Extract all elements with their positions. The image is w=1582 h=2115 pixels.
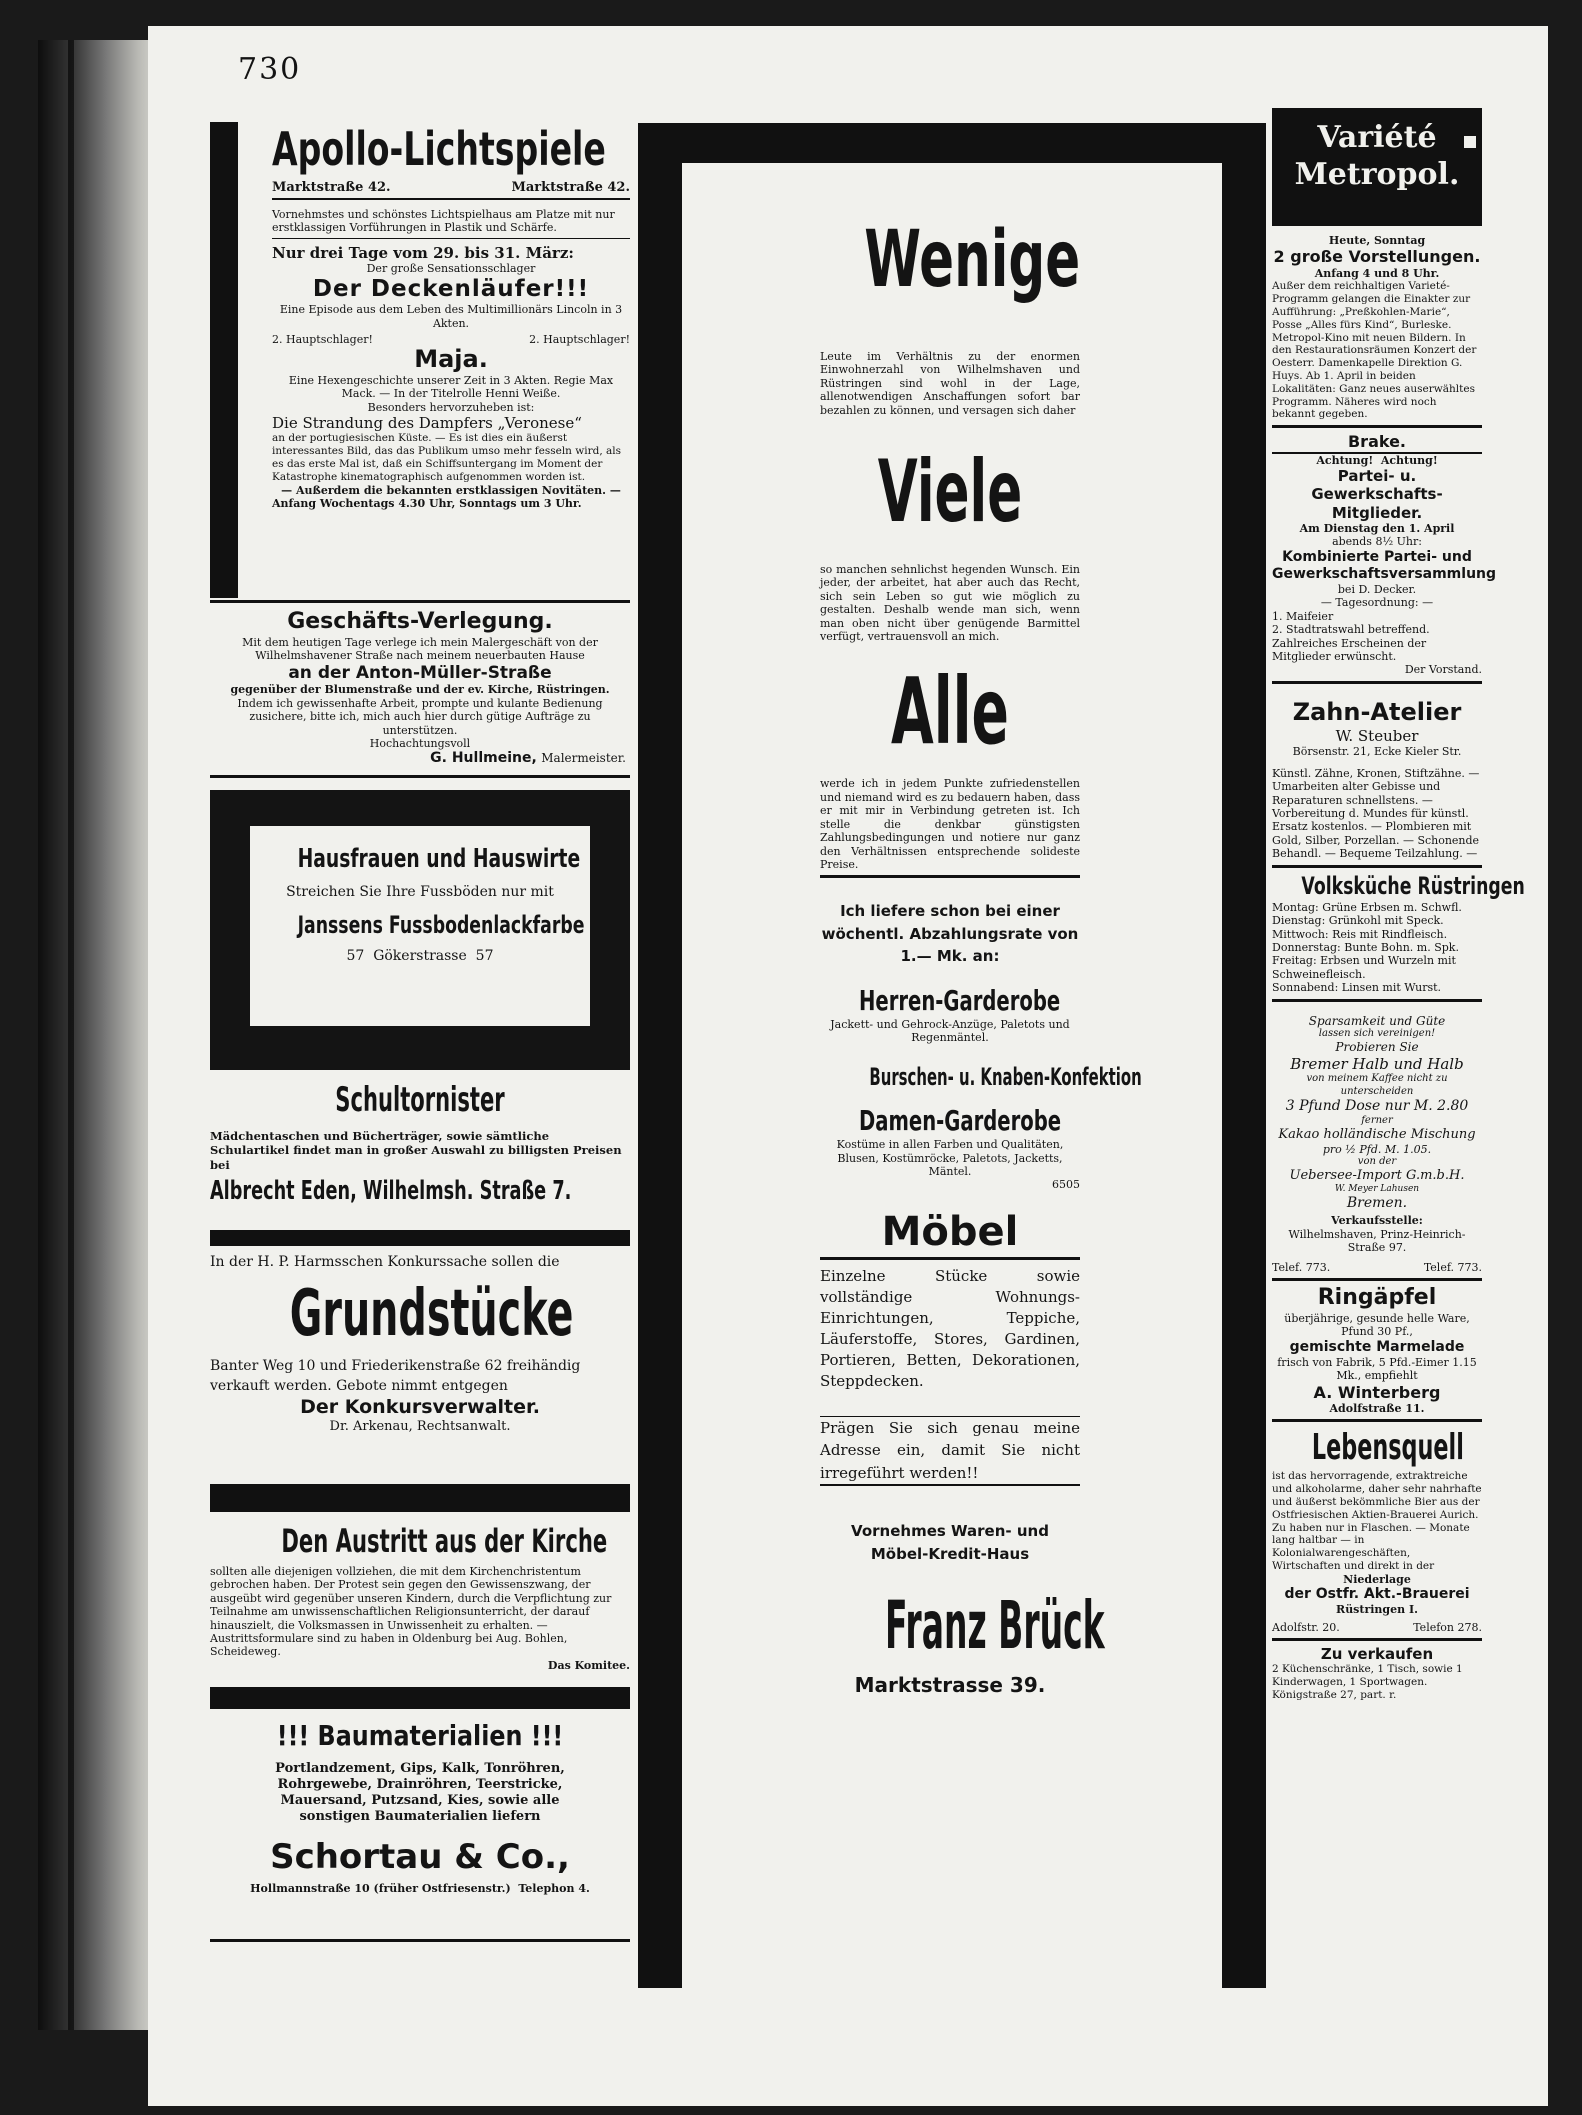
variete-text: Außer dem reichhaltigen Varieté-Programm gelangen die Einakter zur Aufführung: „Preßkohlen-Marie“, Posse „Alles fürs Kind“, Burleske. Metropol-Kino mit neuen Bildern. In den Restaurationsräumen Konzert der Oesterr. Damenkapelle Direktion G. Huys. Ab 1. April in beiden Lokalitäten: Ganz neues auserwähltes Programm. Näheres wird noch bekannt gegeben. xyxy=(1272,280,1477,421)
tornister-shop: Albrecht Eden, Wilhelmsh. Straße 7. xyxy=(210,1175,572,1206)
leben-addr-left: Adolfstr. 20. xyxy=(1272,1620,1340,1634)
brake-place: Brake. xyxy=(1272,432,1482,454)
book-binding xyxy=(38,40,163,2030)
brueck-p5: Jackett- und Gehrock-Anzüge, Paletots und Regenmäntel. xyxy=(830,1017,1070,1045)
brake-sign: Der Vorstand. xyxy=(1404,663,1482,677)
volk-title: Volksküche Rüstringen xyxy=(1301,871,1525,900)
apollo-ad xyxy=(210,118,630,603)
grund-intro: In der H. P. Harmsschen Konkurssache sollen die xyxy=(210,1254,560,1270)
brueck-ad xyxy=(820,210,1142,1698)
brueck-p6: Kostüme in allen Farben und Qualitäten, Blusen, Kostümröcke, Paletots, Jacketts, Mäntel. xyxy=(836,1138,1064,1179)
brake-meeting: Kombinierte Partei- und Gewerkschaftsversammlung xyxy=(1272,548,1497,582)
right-column xyxy=(1272,108,1525,1702)
page-number: 730 xyxy=(238,52,302,87)
left-column xyxy=(210,118,630,1942)
volk-menu-item: Montag: Grüne Erbsen m. Schwfl. xyxy=(1272,900,1462,914)
variete-today: Heute, Sonntag xyxy=(1328,234,1426,247)
kirche-title: Den Austritt aus der Kirche xyxy=(281,1522,608,1560)
volk-menu-item: Mittwoch: Reis mit Rindfleisch. xyxy=(1272,927,1448,941)
moving-text3: Indem ich gewissenhafte Arbeit, prompte und kulante Bedienung zusichere, bitte ich, mich auch hier durch gütige Aufträge zu unterstützen. xyxy=(237,696,603,737)
apollo-film2-desc: Eine Hexengeschichte unserer Zeit in 3 Akten. Regie Max Mack. — In der Titelrolle Henni Weiße. xyxy=(288,373,614,401)
brueck-p2: so manchen sehnlichst hegenden Wunsch. Ein jeder, der arbeitet, hat aber auch das Recht, sich sein Leben so gut wie möglich zu gestalten. Deshalb wende man sich, wenn man oben nicht über genügende Barmittel verfügt, vertrauensvoll an mich. xyxy=(820,563,1080,644)
moving-ad xyxy=(210,603,630,778)
brueck-h7: Möbel xyxy=(820,1208,1080,1260)
zahn-name: W. Steuber xyxy=(1335,726,1419,745)
kaffee-line: Uebersee-Import G.m.b.H. xyxy=(1289,1168,1465,1184)
brake-time: abends 8½ Uhr: xyxy=(1332,535,1422,549)
volk-menu-item: Dienstag: Grünkohl mit Speck. xyxy=(1272,914,1444,928)
kaffee-ad xyxy=(1272,1002,1482,1281)
apollo-intro: Vornehmstes und schönstes Lichtspielhaus am Platze mit nur erstklassigen Vorführungen in Plastik und Schärfe. xyxy=(272,208,630,239)
apollo-addr-right: Marktstraße 42. xyxy=(511,180,630,195)
leben-ad xyxy=(1272,1422,1482,1641)
hausfrauen-product: Janssens Fussbodenlackfarbe xyxy=(297,910,585,939)
variete-header xyxy=(1272,108,1482,226)
brake-title: Partei- u. Gewerkschafts-Mitglieder. xyxy=(1311,467,1443,522)
leben-title: Lebensquell xyxy=(1311,1427,1464,1469)
apollo-highlight: Besonders hervorzuheben ist: xyxy=(367,400,535,414)
tornister-text: Mädchentaschen und Bücherträger, sowie sämtliche Schulartikel findet man in großer Auswahl zu billigsten Preisen bei xyxy=(210,1129,622,1172)
hausfrauen-title: Hausfrauen und Hauswirte xyxy=(297,844,581,874)
brake-agenda: — Tagesordnung: — xyxy=(1320,596,1434,610)
brueck-p7: Einzelne Stücke sowie vollständige Wohnungs-Einrichtungen, Teppiche, Läuferstoffe, Stores, Gardinen, Portieren, Betten, Dekorationen, Steppdecken. xyxy=(820,1266,1080,1390)
hausfrauen-text: Streichen Sie Ihre Fussböden nur mit xyxy=(286,883,554,900)
bau-text: Portlandzement, Gips, Kalk, Tonröhren, Rohrgewebe, Drainröhren, Teerstricke, Mauersand, Putzsand, Kies, sowie alle sonstigen Baumaterialien liefern xyxy=(275,1761,565,1824)
apollo-hit-left: 2. Hauptschlager! xyxy=(272,333,373,347)
brueck-h6: Damen-Garderobe xyxy=(859,1104,1062,1138)
brueck-h3: Alle xyxy=(890,658,1009,766)
moving-role: Malermeister. xyxy=(541,751,626,766)
variete-start: Anfang 4 und 8 Uhr. xyxy=(1314,266,1440,280)
grund-admin: Der Konkursverwalter. xyxy=(300,1396,540,1419)
grund-ad xyxy=(210,1246,630,1512)
brueck-addr: Marktstrasse 39. xyxy=(854,1673,1046,1698)
ring-name: A. Winterberg xyxy=(1313,1382,1441,1402)
apollo-film1-desc: Eine Episode aus dem Leben des Multimillionärs Lincoln in 3 Akten. xyxy=(279,303,623,330)
kirche-sign: Das Komitee. xyxy=(547,1658,630,1672)
kaffee-line: ferner xyxy=(1361,1114,1393,1126)
apollo-times: Anfang Wochentags 4.30 Uhr, Sonntags um 3 Uhr. xyxy=(272,497,582,511)
brueck-name: Franz Brück xyxy=(885,1587,1105,1665)
hausfrauen-addr: 57 Gökerstrasse 57 xyxy=(346,948,494,965)
brake-host: bei D. Decker. xyxy=(1337,582,1417,596)
leben-depot: Niederlage xyxy=(1343,1572,1411,1586)
bau-ad xyxy=(210,1709,630,1942)
verkauf-text: 2 Küchenschränke, 1 Tisch, sowie 1 Kinderwagen, 1 Sportwagen. Königstraße 27, part. r. xyxy=(1272,1663,1463,1701)
brake-attention: Achtung! Achtung! xyxy=(1316,453,1438,467)
ring-ad xyxy=(1272,1281,1482,1422)
brueck-ref: 6505 xyxy=(1052,1178,1080,1192)
zahn-text: Künstl. Zähne, Kronen, Stiftzähne. — Umarbeiten alter Gebisse und Reparaturen schnellstens. — Vorbereitung d. Mundes für künstl. Ersatz kostenlos. — Plombieren mit Gold, Silber, Porzellan. — Schonende Behandl. — Bequeme Teilzahlung. — xyxy=(1272,766,1480,861)
brake-note: Zahlreiches Erscheinen der Mitglieder erwünscht. xyxy=(1272,636,1427,663)
bau-firm: Schortau & Co., xyxy=(270,1836,570,1877)
leben-text: ist das hervorragende, extraktreiche und alkoholarme, daher sehr nahrhafte und äußerst bekömmliche Bier aus der Ostfriesischen Aktien-Brauerei Aurich. Zu haben nur in Flaschen. — Monate lang haltbar — in Kolonialwarengeschäften, Wirtschaften und direkt in der xyxy=(1272,1470,1482,1572)
brake-item1: 1. Maifeier xyxy=(1272,609,1334,623)
tornister-title: Schultornister xyxy=(335,1080,505,1120)
moving-regards: Hochachtungsvoll xyxy=(369,737,471,750)
moving-name: G. Hullmeine, xyxy=(430,750,537,767)
brueck-p1: Leute im Verhältnis zu der enormen Einwohnerzahl von Wilhelmshaven und Rüstringen sind wohl in der Lage, allenotwendigen Anschaffungen sofort bar bezahlen zu können, und versagen sich daher xyxy=(820,350,1080,417)
bau-addr: Hollmannstraße 10 (früher Ostfriesenstr.) Telephon 4. xyxy=(250,1882,590,1896)
zahn-addr: Börsenstr. 21, Ecke Kieler Str. xyxy=(1292,745,1462,759)
brake-ad xyxy=(1272,428,1497,684)
variete-title1: Variété xyxy=(1317,120,1437,155)
kaffee-line: Sparsamkeit und Güte xyxy=(1308,1013,1446,1028)
volk-ad xyxy=(1272,868,1525,1002)
apollo-film3: Die Strandung des Dampfers „Veronese“ xyxy=(272,414,582,433)
brake-item2: 2. Stadtratswahl betreffend. xyxy=(1272,623,1430,637)
leben-city: Rüstringen I. xyxy=(1336,1603,1418,1617)
kaffee-tel-left: Telef. 773. xyxy=(1272,1260,1331,1274)
apollo-film3-desc: an der portugiesischen Küste. — Es ist dies ein äußerst interessantes Bild, das das Publikum umso mehr fesseln wird, als es das erste Mal ist, daß ein Schiffsuntergang im Moment der Katastrophe kinematographisch aufgenommen worden ist. xyxy=(272,432,622,483)
kaffee-tel-right: Telef. 773. xyxy=(1423,1260,1482,1274)
kaffee-line: Kakao holländische Mischung xyxy=(1278,1127,1476,1143)
volk-menu-item: Freitag: Erbsen und Wurzeln mit Schweinefleisch. xyxy=(1272,954,1456,981)
ring-title: Ringäpfel xyxy=(1317,1285,1437,1310)
kaffee-sale-label: Verkaufsstelle: xyxy=(1331,1214,1423,1228)
moving-text1: Mit dem heutigen Tage verlege ich mein Malergeschäft von der Wilhelmshavener Straße nach meinem neuerbauten Hause xyxy=(242,635,598,663)
apollo-title: Apollo-Lichtspiele xyxy=(272,122,606,176)
apollo-sensation: Der große Sensationsschlager xyxy=(366,261,536,275)
moving-street: an der Anton-Müller-Straße xyxy=(288,662,552,683)
verkauf-title: Zu verkaufen xyxy=(1320,1645,1434,1664)
square-icon xyxy=(1464,136,1476,148)
brueck-h4: Herren-Garderobe xyxy=(859,983,1061,1017)
ring-text2: frisch von Fabrik, 5 Pfd.-Eimer 1.15 Mk., empfiehlt xyxy=(1277,1355,1477,1383)
zahn-title: Zahn-Atelier xyxy=(1292,697,1462,726)
variete-ad xyxy=(1272,108,1482,428)
bau-title: !!! Baumaterialien !!! xyxy=(276,1719,564,1752)
kaffee-line: von der xyxy=(1357,1156,1397,1168)
kirche-text: sollten alle diejenigen vollziehen, die mit dem Kirchenchristentum gebrochen haben. Der Protest sein gegen den Gewissenszwang, der ausgeübt wird gegenüber unseren Kindern, durch die Verpflichtung zur Teilnahme am unwissenschaftlichen Religionsunterricht, der darauf hinauszielt, die Volksmassen in Unwissenheit zu erhalten. — Austrittsformulare sind zu haben in Oldenburg bei Aug. Bohlen, Scheideweg. xyxy=(210,1565,612,1659)
brake-date: Am Dienstag den 1. April xyxy=(1299,521,1455,535)
leben-brewery: der Ostfr. Akt.-Brauerei xyxy=(1284,1586,1470,1603)
hausfrauen-ad xyxy=(210,790,630,1070)
brueck-h1: Wenige xyxy=(864,215,1081,305)
variete-title2: Metropol. xyxy=(1294,156,1460,192)
volk-menu-item: Donnerstag: Bunte Bohn. m. Spk. xyxy=(1272,941,1459,955)
ring-text1: überjährige, gesunde helle Ware, Pfund 30 Pf., xyxy=(1284,1311,1470,1339)
moving-title: Geschäfts-Verlegung. xyxy=(287,609,553,634)
apollo-film2: Maja. xyxy=(414,344,488,373)
grund-lawyer: Dr. Arkenau, Rechtsanwalt. xyxy=(329,1419,511,1435)
brueck-p8: Prägen Sie sich genau meine Adresse ein, damit Sie nicht irregeführt werden!! xyxy=(820,1416,1080,1487)
tornister-ad xyxy=(210,1070,630,1246)
apollo-black-bar xyxy=(210,122,238,598)
kaffee-sale-addr: Wilhelmshaven, Prinz-Heinrich-Straße 97. xyxy=(1288,1227,1466,1255)
brueck-p4: Ich liefere schon bei einer wöchentl. Abzahlungsrate von 1.— Mk. an: xyxy=(821,902,1079,966)
leben-addr-right: Telefon 278. xyxy=(1413,1620,1482,1634)
apollo-film1: Der Deckenläufer!!! xyxy=(312,276,590,303)
variete-shows: 2 große Vorstellungen. xyxy=(1273,247,1481,267)
kaffee-line: Probieren Sie xyxy=(1335,1040,1419,1055)
apollo-dates: Nur drei Tage vom 29. bis 31. März: xyxy=(272,243,574,262)
volk-menu-item: Sonnabend: Linsen mit Wurst. xyxy=(1272,981,1442,995)
brueck-h2: Viele xyxy=(877,442,1023,543)
kaffee-line: pro ½ Pfd. M. 1.05. xyxy=(1322,1142,1432,1156)
moving-text2: gegenüber der Blumenstraße und der ev. Kirche, Rüstringen. xyxy=(230,683,610,697)
kaffee-line: Bremer Halb und Halb xyxy=(1290,1055,1464,1074)
brueck-p9: Vornehmes Waren- und Möbel-Kredit-Haus xyxy=(851,1522,1049,1563)
kaffee-line: 3 Pfund Dose nur M. 2.80 xyxy=(1285,1097,1469,1114)
kaffee-line: unterscheiden xyxy=(1340,1085,1414,1097)
apollo-hit-right: 2. Hauptschlager! xyxy=(529,333,630,347)
brueck-h5: Burschen- u. Knaben-Konfektion xyxy=(869,1062,1142,1091)
grund-text: Banter Weg 10 und Friederikenstraße 62 freihändig verkauft werden. Gebote nimmt entgegen xyxy=(210,1358,581,1394)
brueck-p3: werde ich in jedem Punkte zufriedenstellen und niemand wird es zu bedauern haben, dass er mit mir in Verbindung getreten ist. Ich stelle die denkbar günstigsten Zahlungsbedingungen und notiere nur ganz den Verhältnissen entsprechende solideste Preise. xyxy=(820,777,1080,878)
zahn-ad xyxy=(1272,684,1482,868)
kaffee-line: Bremen. xyxy=(1346,1195,1408,1212)
apollo-novelties: — Außerdem die bekannten erstklassigen Novitäten. — xyxy=(281,483,621,497)
ring-title2: gemischte Marmelade xyxy=(1289,1338,1465,1355)
apollo-addr-left: Marktstraße 42. xyxy=(272,180,391,195)
verkauf-ad xyxy=(1272,1641,1482,1702)
kaffee-line: von meinem Kaffee nicht zu xyxy=(1306,1073,1448,1085)
ring-addr: Adolfstraße 11. xyxy=(1329,1402,1425,1416)
kirche-ad xyxy=(210,1512,630,1709)
kaffee-line: lassen sich vereinigen! xyxy=(1318,1028,1436,1040)
grund-title: Grundstücke xyxy=(289,1277,574,1352)
kaffee-line: W. Meyer Lahusen xyxy=(1334,1184,1420,1195)
